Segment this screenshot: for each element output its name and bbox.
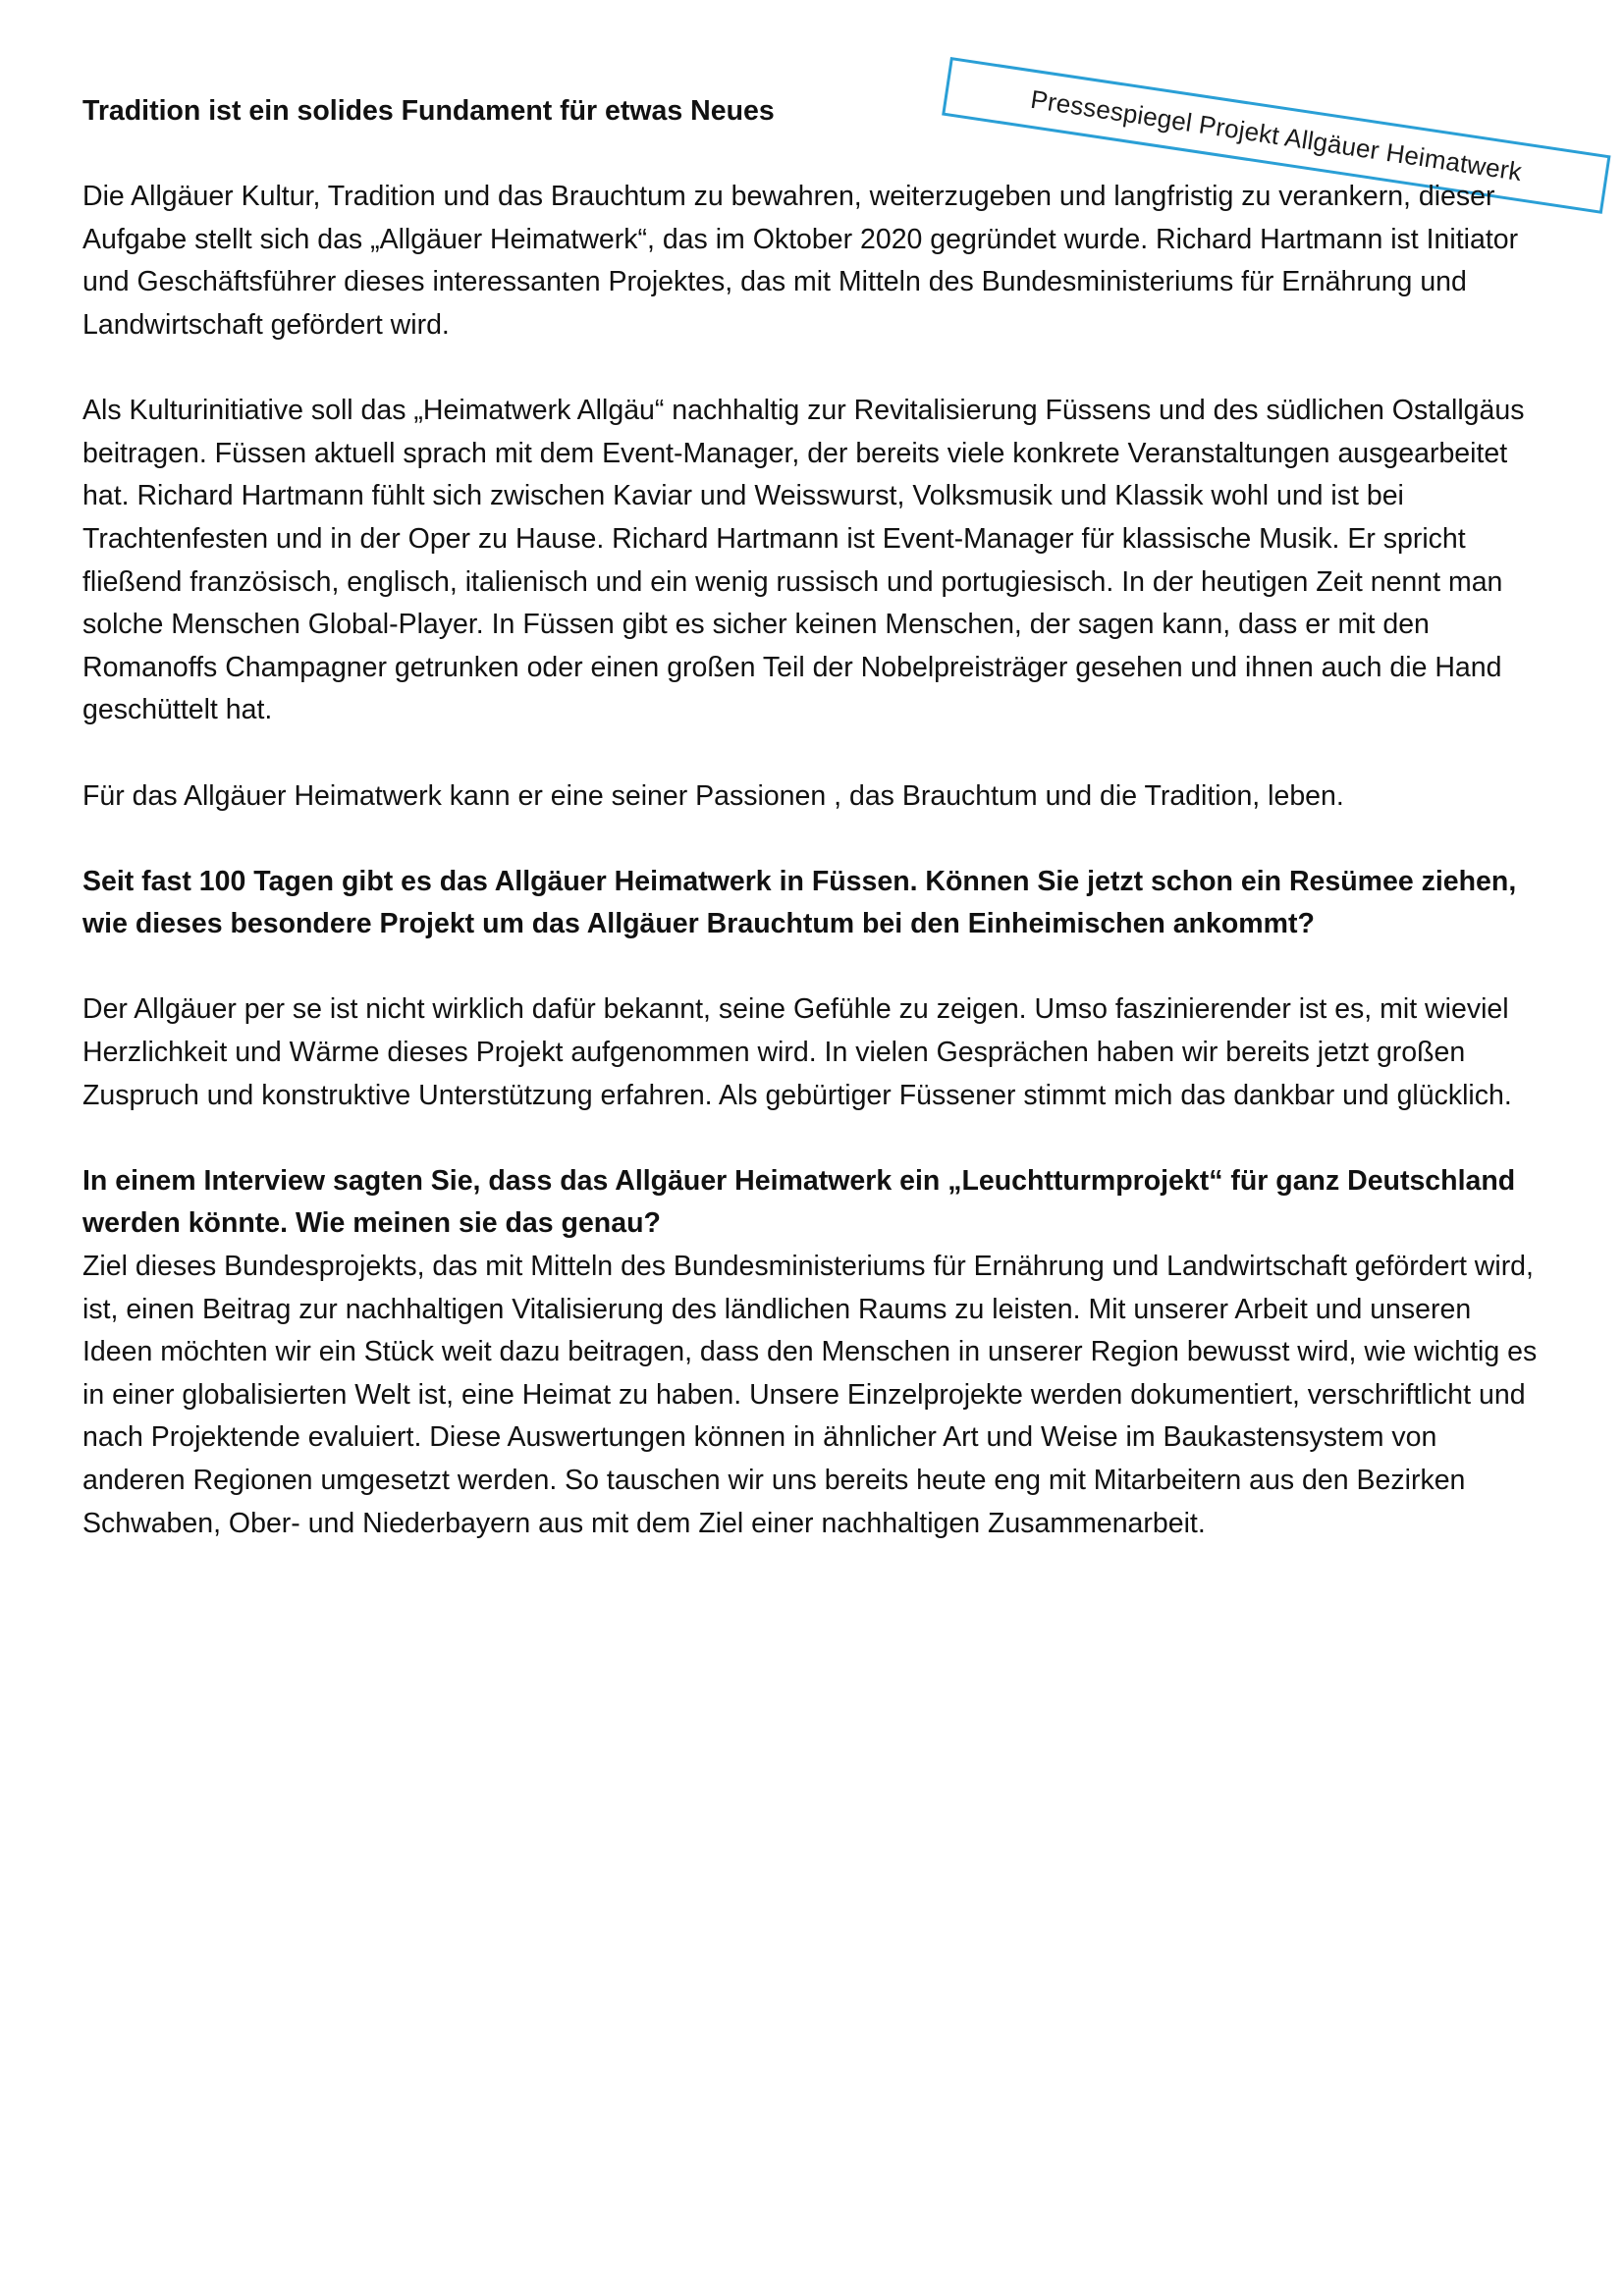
article-paragraph-3: Für das Allgäuer Heimatwerk kann er eine seiner Passionen , das Brauchtum und die Tradition, leben. — [82, 779, 1344, 812]
interview-answer-1: Der Allgäuer per se ist nicht wirklich dafür bekannt, seine Gefühle zu zeigen. Umso faszinierender ist es, mit wieviel Herzlichkeit und Wärme dieses Projekt aufgenommen wird. In vielen Gesprächen haben wir bereits jetzt großen Zuspruch und konstruktive Unterstützung erfahren. Als gebürtiger Füssener stimmt mich das dankbar und glücklich. — [82, 993, 1512, 1111]
interview-answer-2: Ziel dieses Bundesprojekts, das mit Mitteln des Bundesministeriums für Ernährung und Landwirtschaft gefördert wird, ist, einen Beitrag zur nachhaltigen Vitalisierung des ländlichen Raums zu leisten. Mit unserer Arbeit und unseren Ideen möchten wir ein Stück weit dazu beitragen, dass den Menschen in unserer Region bewusst wird, wie wichtig es in einer globalisierten Welt ist, eine Heimat zu haben. Unsere Einzelprojekte werden dokumentiert, verschriftlicht und nach Projektende evaluiert. Diese Auswertungen können in ähnlicher Art und Weise im Baukastensystem von anderen Regionen umgesetzt werden. So tauschen wir uns bereits heute eng mit Mitarbeitern aus den Bezirken Schwaben, Ober- und Niederbayern aus mit dem Ziel einer nachhaltigen Zusammenarbeit. — [82, 1251, 1538, 1539]
interview-question-1: Seit fast 100 Tagen gibt es das Allgäuer Heimatwerk in Füssen. Können Sie jetzt schon ein Resümee ziehen, wie dieses besondere Projekt um das Allgäuer Brauchtum bei den Einheimischen ankommt? — [82, 865, 1517, 940]
article-paragraph-2: Als Kulturinitiative soll das „Heimatwerk Allgäu“ nachhaltig zur Revitalisierung Füssens und des südlichen Ostallgäus beitragen. Füssen aktuell sprach mit dem Event-Manager, der bereits viele konkrete Veranstaltungen ausgearbeitet hat. Richard Hartmann fühlt sich zwischen Kaviar und Weisswurst, Volksmusik und Klassik wohl und ist bei Trachtenfesten und in der Oper zu Hause. Richard Hartmann ist Event-Manager für klassische Musik. Er spricht fließend französisch, englisch, italienisch und ein wenig russisch und portugiesisch. In der heutigen Zeit nennt man solche Menschen Global-Player. In Füssen gibt es sicher keinen Menschen, der sagen kann, dass er mit den Romanoffs Champagner getrunken oder einen großen Teil der Nobelpreisträger gesehen und ihnen auch die Hand geschüttelt hat. — [82, 395, 1525, 726]
article-title: Tradition ist ein solides Fundament für etwas Neues — [82, 95, 775, 127]
interview-question-2: In einem Interview sagten Sie, dass das Allgäuer Heimatwerk ein „Leuchtturmprojekt“ für ganz Deutschland werden könnte. Wie meinen sie das genau? — [82, 1164, 1516, 1240]
article-body — [82, 90, 1545, 1588]
press-review-stamp-text: Pressespiegel Projekt Allgäuer Heimatwerk — [1028, 83, 1525, 187]
article-intro: Die Allgäuer Kultur, Tradition und das Brauchtum zu bewahren, weiterzugeben und langfristig zu verankern, dieser Aufgabe stellt sich das „Allgäuer Heimatwerk“, das im Oktober 2020 gegründet wurde. Richard Hartmann ist Initiator und Geschäftsführer dieses interessanten Projektes, das mit Mitteln des Bundesministeriums für Ernährung und Landwirtschaft gefördert wird. — [82, 181, 1519, 341]
